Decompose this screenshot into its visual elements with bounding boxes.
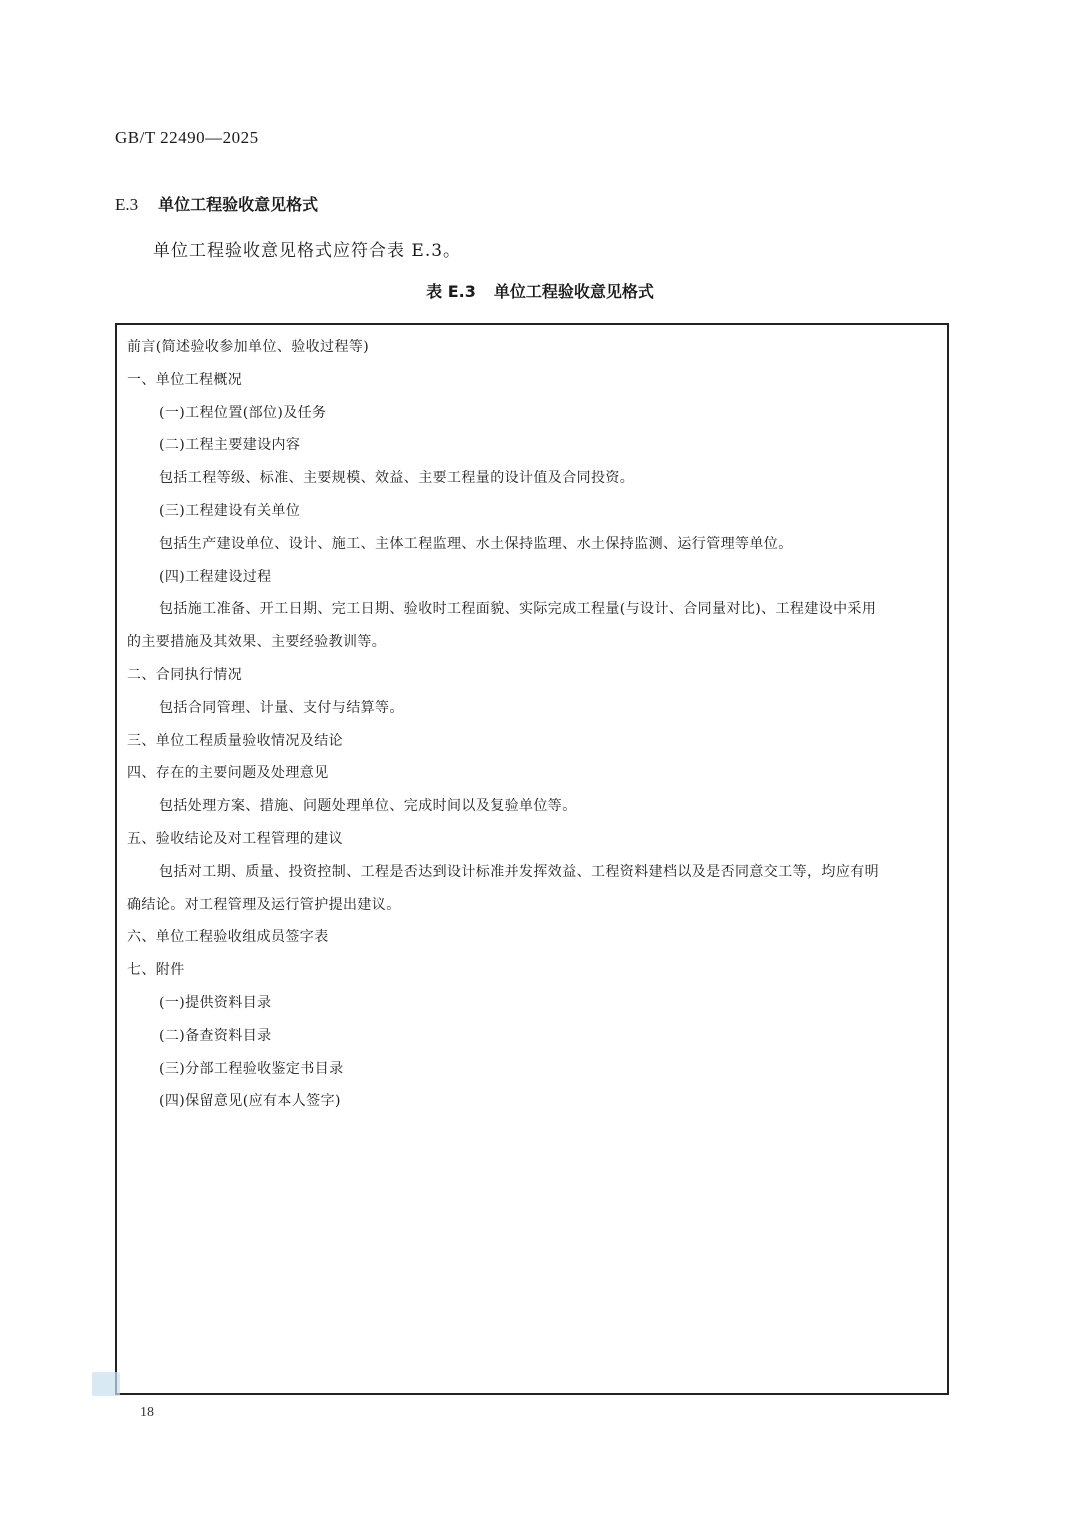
form-line: 的主要措施及其效果、主要经验教训等。 <box>127 634 387 651</box>
form-line: 包括合同管理、计量、支付与结算等。 <box>159 699 404 716</box>
form-line: 五、验收结论及对工程管理的建议 <box>127 830 343 847</box>
section-title: 单位工程验收意见格式 <box>158 195 319 214</box>
form-line: (四)保留意见(应有本人签字) <box>159 1093 341 1110</box>
form-line: 包括工程等级、标准、主要规模、效益、主要工程量的设计值及合同投资。 <box>159 470 635 487</box>
form-line: 二、合同执行情况 <box>127 666 243 683</box>
form-line: 四、存在的主要问题及处理意见 <box>127 765 329 782</box>
table-caption-number: 表 E.3 <box>426 282 476 301</box>
form-line: 包括施工准备、开工日期、完工日期、验收时工程面貌、实际完成工程量(与设计、合同量对比)、工程建设中采用 <box>159 601 877 618</box>
watermark-logo <box>92 1372 120 1396</box>
form-line: 包括生产建设单位、设计、施工、主体工程监理、水土保持监理、水土保持监测、运行管理等单位。 <box>159 535 793 552</box>
form-line: 包括对工期、质量、投资控制、工程是否达到设计标准并发挥效益、工程资料建档以及是否同意交工等，均应有明 <box>159 863 879 880</box>
form-line: 确结论。对工程管理及运行管护提出建议。 <box>127 896 401 913</box>
table-caption-title: 单位工程验收意见格式 <box>493 282 654 301</box>
form-line: 七、附件 <box>127 962 185 979</box>
section-number: E.3 <box>115 195 139 214</box>
form-line: (一)提供资料目录 <box>159 994 272 1011</box>
form-line: 六、单位工程验收组成员签字表 <box>127 929 329 946</box>
form-line: (四)工程建设过程 <box>159 568 272 585</box>
intro-paragraph: 单位工程验收意见格式应符合表 E.3。 <box>153 241 462 261</box>
form-line: (三)工程建设有关单位 <box>159 502 301 519</box>
section-heading <box>115 192 318 215</box>
form-line: (三)分部工程验收鉴定书目录 <box>159 1060 344 1077</box>
form-line: 一、单位工程概况 <box>127 371 243 388</box>
page-number: 18 <box>140 1405 154 1420</box>
document-code: GB/T 22490—2025 <box>115 128 259 147</box>
form-line: 三、单位工程质量验收情况及结论 <box>127 732 343 749</box>
form-content <box>127 331 939 1118</box>
table-caption <box>0 279 1080 302</box>
form-line: (一)工程位置(部位)及任务 <box>159 404 327 421</box>
form-line: (二)备查资料目录 <box>159 1027 272 1044</box>
form-box <box>115 323 949 1395</box>
form-line: 前言(简述验收参加单位、验收过程等) <box>127 339 370 355</box>
form-line: 包括处理方案、措施、问题处理单位、完成时间以及复验单位等。 <box>159 798 577 815</box>
form-line: (二)工程主要建设内容 <box>159 437 301 454</box>
